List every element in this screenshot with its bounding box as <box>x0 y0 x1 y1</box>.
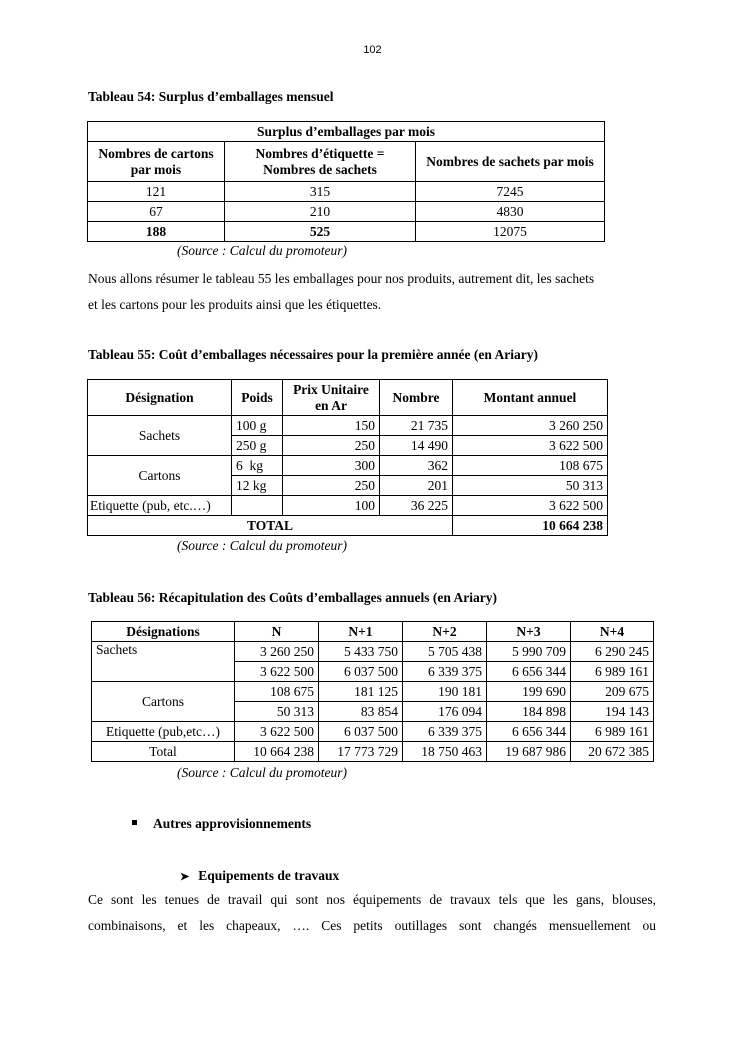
arrow-bullet-icon: ➤ <box>180 871 190 883</box>
table56-designation: Cartons <box>92 682 235 722</box>
paragraph-line: Ce sont les tenues de travail qui sont nos équipements de travaux tels que les gans, blouses, <box>88 892 656 907</box>
table-row <box>88 416 608 436</box>
table54-cell: 4830 <box>416 202 605 222</box>
table55-cell: 14 490 <box>380 436 453 456</box>
table56-cell: 190 181 <box>403 682 487 702</box>
table-row <box>88 456 608 476</box>
table56-designation: Etiquette (pub,etc…) <box>92 722 235 742</box>
table-row <box>88 496 608 516</box>
table56-header: N+2 <box>403 622 487 642</box>
table54-header: Nombres de cartons par mois <box>88 142 225 182</box>
table56-cell: 176 094 <box>403 702 487 722</box>
table55-header: Montant annuel <box>453 380 608 416</box>
table55-cell: 6 kg <box>232 456 283 476</box>
table54-cell: 121 <box>88 182 225 202</box>
table56 <box>91 621 654 762</box>
table56-cell: 19 687 986 <box>487 742 571 762</box>
table55-designation: Cartons <box>88 456 232 496</box>
table55-cell: 362 <box>380 456 453 476</box>
table56-cell: 6 037 500 <box>319 662 403 682</box>
table54-header: Nombres d’étiquette = Nombres de sachets <box>225 142 416 182</box>
table55-cell: 250 <box>283 476 380 496</box>
table56-cell: 3 622 500 <box>235 662 319 682</box>
table-row-total <box>88 516 608 536</box>
table-row <box>88 182 605 202</box>
table55-cell: 21 735 <box>380 416 453 436</box>
table56-cell: 6 656 344 <box>487 722 571 742</box>
table56-header: N <box>235 622 319 642</box>
table54-cell: 7245 <box>416 182 605 202</box>
table55 <box>87 379 608 536</box>
table55-cell: 100 g <box>232 416 283 436</box>
table54-cell: 525 <box>225 222 416 242</box>
table55-cell: 3 260 250 <box>453 416 608 436</box>
square-bullet-icon <box>132 820 137 825</box>
table54-cell: 210 <box>225 202 416 222</box>
table56-total-label: Total <box>92 742 235 762</box>
table55-cell: 36 225 <box>380 496 453 516</box>
table-row <box>92 682 654 702</box>
table55-caption: Tableau 55: Coût d’emballages nécessaires pour la première année (en Ariary) <box>88 347 538 362</box>
table55-header: Prix Unitaire en Ar <box>283 380 380 416</box>
table55-cell: 3 622 500 <box>453 496 608 516</box>
table56-cell: 5 433 750 <box>319 642 403 662</box>
table56-header: N+3 <box>487 622 571 642</box>
table56-caption: Tableau 56: Récapitulation des Coûts d’emballages annuels (en Ariary) <box>88 590 498 605</box>
table56-cell: 184 898 <box>487 702 571 722</box>
table54-caption: Tableau 54: Surplus d’emballages mensuel <box>88 89 334 104</box>
table54-group-header: Surplus d’emballages par mois <box>88 122 605 142</box>
table56-header: Désignations <box>92 622 235 642</box>
table55-cell: 300 <box>283 456 380 476</box>
table-row <box>88 222 605 242</box>
subsection-heading <box>180 868 339 884</box>
table56-cell: 6 339 375 <box>403 662 487 682</box>
table56-cell: 18 750 463 <box>403 742 487 762</box>
table55-cell: 150 <box>283 416 380 436</box>
table56-cell: 6 037 500 <box>319 722 403 742</box>
table55-header: Poids <box>232 380 283 416</box>
table55-designation: Etiquette (pub, etc.…) <box>88 496 232 516</box>
table56-cell: 5 705 438 <box>403 642 487 662</box>
paragraph-line: Nous allons résumer le tableau 55 les emballages pour nos produits, autrement dit, les sachets <box>88 271 595 286</box>
table56-cell: 108 675 <box>235 682 319 702</box>
table55-designation: Sachets <box>88 416 232 456</box>
table56-cell: 20 672 385 <box>571 742 654 762</box>
table55-total-label: TOTAL <box>88 516 453 536</box>
table54 <box>87 121 605 242</box>
table56-cell: 194 143 <box>571 702 654 722</box>
section-heading-text: Autres approvisionnements <box>153 816 312 831</box>
table56-cell: 3 260 250 <box>235 642 319 662</box>
table54-cell: 67 <box>88 202 225 222</box>
table55-cell: 50 313 <box>453 476 608 496</box>
table55-cell: 12 kg <box>232 476 283 496</box>
table56-cell: 6 339 375 <box>403 722 487 742</box>
table56-cell: 5 990 709 <box>487 642 571 662</box>
paragraph <box>88 266 656 318</box>
table55-header: Nombre <box>380 380 453 416</box>
table56-header: N+4 <box>571 622 654 642</box>
table55-cell: 201 <box>380 476 453 496</box>
table56-cell: 17 773 729 <box>319 742 403 762</box>
table55-cell: 250 <box>283 436 380 456</box>
table56-cell: 10 664 238 <box>235 742 319 762</box>
table55-cell <box>232 496 283 516</box>
paragraph <box>88 887 656 939</box>
table-row <box>92 642 654 662</box>
paragraph-line: et les cartons pour les produits ainsi que les étiquettes. <box>88 297 382 312</box>
table56-source: (Source : Calcul du promoteur) <box>177 765 347 780</box>
table56-cell: 83 854 <box>319 702 403 722</box>
table-row-total <box>92 742 654 762</box>
table56-cell: 199 690 <box>487 682 571 702</box>
table56-designation: Sachets <box>92 642 235 682</box>
section-heading <box>132 816 311 832</box>
table55-total-value: 10 664 238 <box>453 516 608 536</box>
table56-cell: 6 989 161 <box>571 662 654 682</box>
table54-header: Nombres de sachets par mois <box>416 142 605 182</box>
table54-source: (Source : Calcul du promoteur) <box>177 243 347 258</box>
table55-header: Désignation <box>88 380 232 416</box>
table54-cell: 315 <box>225 182 416 202</box>
table55-cell: 100 <box>283 496 380 516</box>
subsection-heading-text: Equipements de travaux <box>198 868 340 883</box>
table56-cell: 3 622 500 <box>235 722 319 742</box>
table-row <box>88 202 605 222</box>
table55-cell: 108 675 <box>453 456 608 476</box>
table55-cell: 250 g <box>232 436 283 456</box>
table56-cell: 6 290 245 <box>571 642 654 662</box>
table54-cell: 12075 <box>416 222 605 242</box>
table-row <box>92 722 654 742</box>
table56-cell: 6 656 344 <box>487 662 571 682</box>
table56-cell: 50 313 <box>235 702 319 722</box>
table55-source: (Source : Calcul du promoteur) <box>177 538 347 553</box>
paragraph-line: combinaisons, et les chapeaux, …. Ces petits outillages sont changés mensuellement ou <box>88 918 656 933</box>
table56-cell: 181 125 <box>319 682 403 702</box>
table56-cell: 6 989 161 <box>571 722 654 742</box>
table55-cell: 3 622 500 <box>453 436 608 456</box>
page-number: 102 <box>363 44 382 56</box>
table56-header: N+1 <box>319 622 403 642</box>
table54-cell: 188 <box>88 222 225 242</box>
table56-cell: 209 675 <box>571 682 654 702</box>
